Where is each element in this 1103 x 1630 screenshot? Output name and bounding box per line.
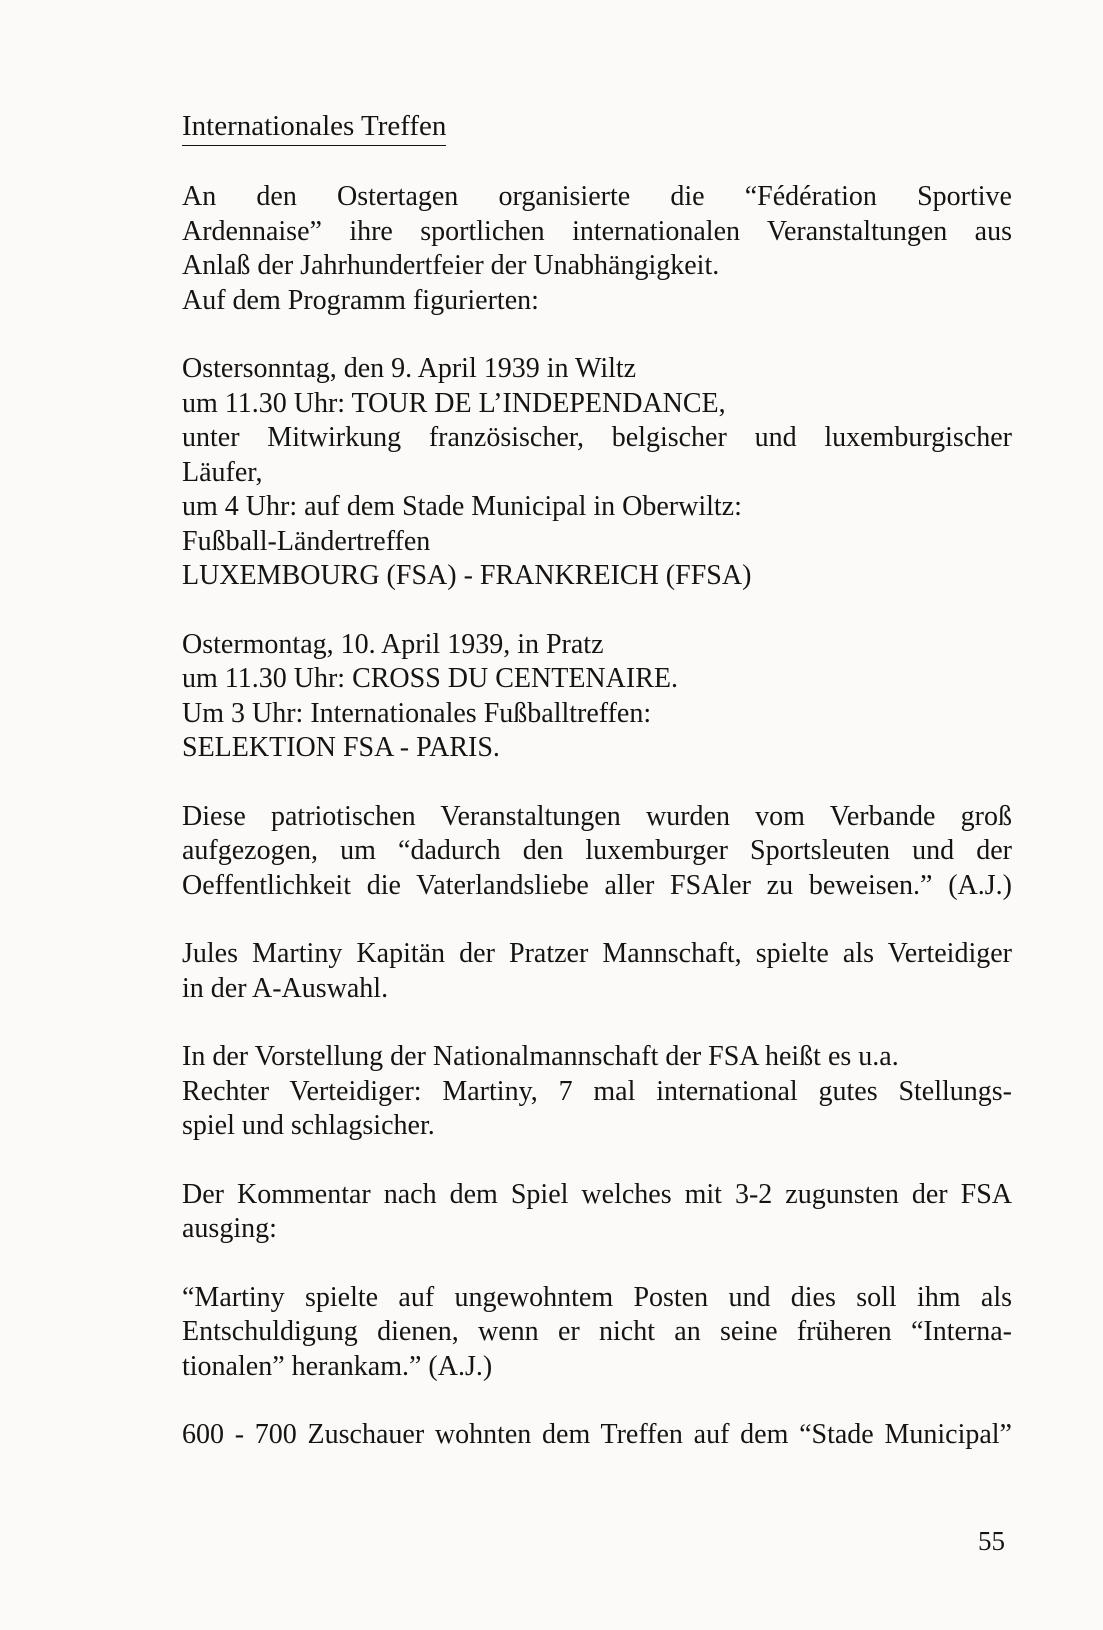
paragraph-spectators — [182, 1418, 1012, 1453]
paragraph-jules-martiny — [182, 937, 1012, 1006]
text-line: Fußball-Ländertreffen — [182, 525, 431, 557]
text-line: Ostermontag, 10. April 1939, in Pratz — [182, 628, 604, 660]
page-content — [182, 108, 1012, 1487]
text-line: spiel und schlagsicher. — [182, 1110, 435, 1141]
text-line: Auf dem Programm figurierten: — [182, 284, 539, 316]
text-line: Der Kommentar nach dem Spiel welches mit 3-2 zugunsten der FSA — [182, 1178, 1012, 1210]
paragraph-quote — [182, 1281, 1012, 1385]
text-line: um 11.30 Uhr: TOUR DE L’INDEPENDANCE, — [182, 387, 726, 419]
section-heading: Internationales Treffen — [182, 108, 446, 146]
text-line: Anlaß der Jahrhundertfeier der Unabhängigkeit. — [182, 250, 720, 281]
text-line: Rechter Verteidiger: Martiny, 7 mal international gutes Stellungs- — [182, 1075, 1012, 1107]
text-line: Jules Martiny Kapitän der Pratzer Mannschaft, spielte als Verteidiger — [182, 938, 1012, 969]
text-line: Entschuldigung dienen, wenn er nicht an seine früheren “Interna- — [182, 1316, 1012, 1347]
text-line: An den Ostertagen organisierte die “Fédération Sportive — [182, 181, 1012, 212]
paragraph-intro — [182, 180, 1012, 318]
text-line: um 4 Uhr: auf dem Stade Municipal in Oberwiltz: — [182, 491, 742, 522]
text-line: in der A-Auswahl. — [182, 972, 389, 1004]
text-line: Diese patriotischen Veranstaltungen wurden vom Verbande groß — [182, 800, 1012, 832]
text-line: unter Mitwirkung französischer, belgischer und luxemburgischer — [182, 422, 1012, 453]
text-line: LUXEMBOURG (FSA) - FRANKREICH (FFSA) — [182, 560, 752, 591]
page-number: 55 — [978, 1526, 1005, 1556]
text-line: Läufer, — [182, 456, 263, 488]
paragraph-easter-sunday — [182, 352, 1012, 594]
text-line: um 11.30 Uhr: CROSS DU CENTENAIRE. — [182, 663, 678, 694]
text-line: “Martiny spielte auf ungewohntem Posten und dies soll ihm als — [182, 1281, 1012, 1313]
text-line: Ardennaise” ihre sportlichen internationalen Veranstaltungen aus — [182, 215, 1012, 247]
text-line: Ostersonntag, den 9. April 1939 in Wiltz — [182, 353, 637, 384]
paragraph-commentary-intro — [182, 1178, 1012, 1247]
text-line: SELEKTION FSA - PARIS. — [182, 732, 500, 763]
text-line: Um 3 Uhr: Internationales Fußballtreffen: — [182, 697, 652, 729]
text-line: 600 - 700 Zuschauer wohnten dem Treffen auf dem “Stade Municipal” — [182, 1419, 1012, 1450]
text-line: aufgezogen, um “dadurch den luxemburger Sportsleuten und der — [182, 835, 1012, 866]
paragraph-patriotic-events — [182, 800, 1012, 904]
paragraph-easter-monday — [182, 628, 1012, 766]
paragraph-national-team — [182, 1040, 1012, 1144]
text-line: Oeffentlichkeit die Vaterlandsliebe aller FSAler zu beweisen.” (A.J.) — [182, 869, 1012, 901]
text-line: tionalen” herankam.” (A.J.) — [182, 1350, 493, 1382]
text-line: In der Vorstellung der Nationalmannschaft der FSA heißt es u.a. — [182, 1041, 899, 1072]
text-line: ausging: — [182, 1213, 277, 1244]
